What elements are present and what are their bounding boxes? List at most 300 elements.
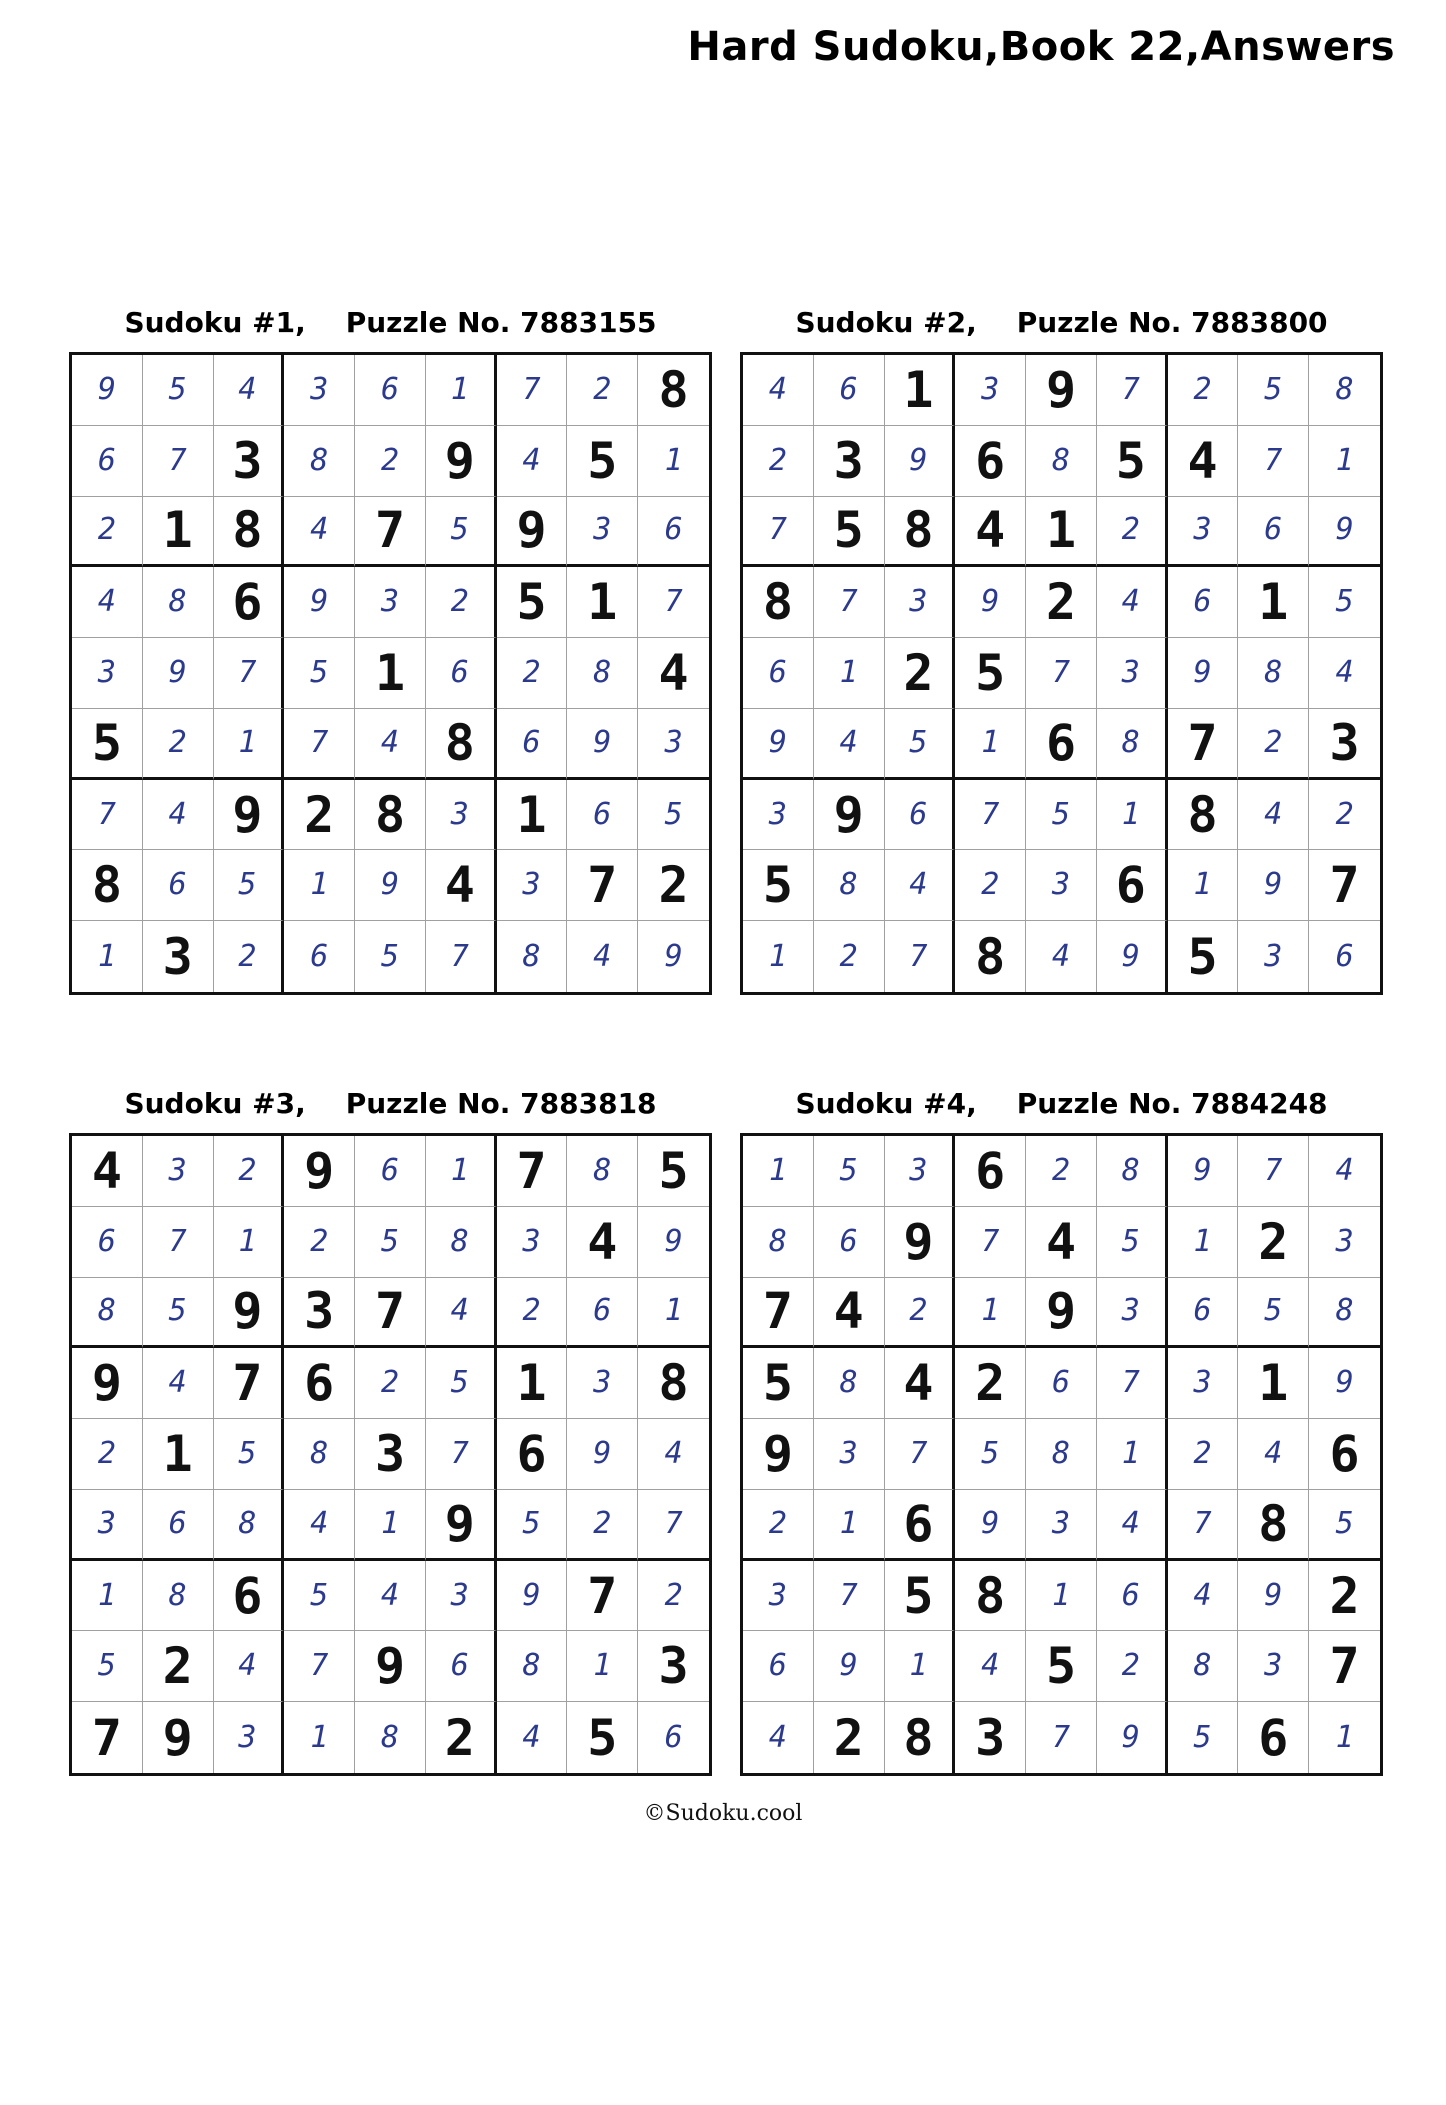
solution-digit-cell: 1 bbox=[814, 638, 885, 709]
solution-digit-cell: 9 bbox=[1097, 921, 1168, 992]
solution-digit-cell: 9 bbox=[72, 355, 143, 426]
solution-digit-cell: 2 bbox=[497, 638, 568, 709]
given-digit-cell: 7 bbox=[214, 1348, 285, 1419]
solution-digit-cell: 1 bbox=[1097, 780, 1168, 851]
given-digit-cell: 2 bbox=[426, 1702, 497, 1773]
solution-digit-cell: 2 bbox=[743, 426, 814, 497]
solution-digit-cell: 7 bbox=[1168, 1490, 1239, 1561]
solution-digit-cell: 5 bbox=[214, 850, 285, 921]
solution-digit-cell: 1 bbox=[214, 709, 285, 780]
solution-digit-cell: 1 bbox=[814, 1490, 885, 1561]
solution-digit-cell: 3 bbox=[743, 780, 814, 851]
solution-digit-cell: 7 bbox=[955, 1207, 1026, 1278]
solution-digit-cell: 5 bbox=[885, 709, 956, 780]
solution-digit-cell: 6 bbox=[814, 1207, 885, 1278]
solution-digit-cell: 5 bbox=[1026, 780, 1097, 851]
given-digit-cell: 9 bbox=[214, 1278, 285, 1349]
solution-digit-cell: 1 bbox=[1309, 426, 1380, 497]
sudoku-puzzle-1 bbox=[69, 302, 712, 986]
solution-digit-cell: 3 bbox=[497, 1207, 568, 1278]
given-digit-cell: 1 bbox=[497, 780, 568, 851]
solution-digit-cell: 8 bbox=[814, 1348, 885, 1419]
solution-digit-cell: 4 bbox=[1309, 1136, 1380, 1207]
solution-digit-cell: 7 bbox=[497, 355, 568, 426]
solution-digit-cell: 6 bbox=[743, 1631, 814, 1702]
solution-digit-cell: 3 bbox=[1026, 1490, 1097, 1561]
solution-digit-cell: 9 bbox=[955, 1490, 1026, 1561]
given-digit-cell: 4 bbox=[955, 497, 1026, 568]
solution-digit-cell: 5 bbox=[426, 497, 497, 568]
solution-digit-cell: 6 bbox=[284, 921, 355, 992]
solution-digit-cell: 8 bbox=[72, 1278, 143, 1349]
given-digit-cell: 4 bbox=[72, 1136, 143, 1207]
sudoku-grid bbox=[69, 352, 712, 995]
solution-digit-cell: 5 bbox=[1309, 567, 1380, 638]
solution-digit-cell: 2 bbox=[1097, 1631, 1168, 1702]
sudoku-grid bbox=[740, 1133, 1383, 1776]
solution-digit-cell: 5 bbox=[214, 1419, 285, 1490]
sudoku-grid bbox=[69, 1133, 712, 1776]
given-digit-cell: 5 bbox=[743, 850, 814, 921]
given-digit-cell: 7 bbox=[743, 1278, 814, 1349]
puzzle-label: Sudoku #3, bbox=[124, 1086, 306, 1120]
solution-digit-cell: 1 bbox=[743, 921, 814, 992]
solution-digit-cell: 4 bbox=[1238, 780, 1309, 851]
sudoku-puzzle-3 bbox=[69, 1083, 712, 1767]
solution-digit-cell: 1 bbox=[955, 1278, 1026, 1349]
solution-digit-cell: 1 bbox=[214, 1207, 285, 1278]
solution-digit-cell: 4 bbox=[743, 355, 814, 426]
given-digit-cell: 8 bbox=[638, 1348, 709, 1419]
solution-digit-cell: 7 bbox=[885, 921, 956, 992]
given-digit-cell: 9 bbox=[1026, 1278, 1097, 1349]
solution-digit-cell: 2 bbox=[72, 1419, 143, 1490]
solution-digit-cell: 7 bbox=[426, 921, 497, 992]
given-digit-cell: 1 bbox=[497, 1348, 568, 1419]
solution-digit-cell: 7 bbox=[426, 1419, 497, 1490]
given-digit-cell: 5 bbox=[497, 567, 568, 638]
puzzle-label: Sudoku #2, bbox=[795, 305, 977, 339]
puzzle-label: Sudoku #1, bbox=[124, 305, 306, 339]
solution-digit-cell: 4 bbox=[1026, 921, 1097, 992]
solution-digit-cell: 8 bbox=[1026, 1419, 1097, 1490]
solution-digit-cell: 7 bbox=[284, 1631, 355, 1702]
given-digit-cell: 3 bbox=[143, 921, 214, 992]
solution-digit-cell: 2 bbox=[743, 1490, 814, 1561]
solution-digit-cell: 7 bbox=[1238, 426, 1309, 497]
solution-digit-cell: 8 bbox=[567, 1136, 638, 1207]
solution-digit-cell: 6 bbox=[638, 497, 709, 568]
solution-digit-cell: 9 bbox=[638, 1207, 709, 1278]
given-digit-cell: 1 bbox=[1238, 1348, 1309, 1419]
solution-digit-cell: 5 bbox=[284, 638, 355, 709]
puzzle-number: Puzzle No. 7883800 bbox=[1016, 305, 1328, 339]
given-digit-cell: 7 bbox=[1309, 850, 1380, 921]
given-digit-cell: 2 bbox=[885, 638, 956, 709]
solution-digit-cell: 3 bbox=[567, 1348, 638, 1419]
given-digit-cell: 9 bbox=[885, 1207, 956, 1278]
solution-digit-cell: 8 bbox=[497, 1631, 568, 1702]
given-digit-cell: 5 bbox=[1026, 1631, 1097, 1702]
solution-digit-cell: 4 bbox=[214, 1631, 285, 1702]
given-digit-cell: 9 bbox=[355, 1631, 426, 1702]
solution-digit-cell: 4 bbox=[1238, 1419, 1309, 1490]
solution-digit-cell: 3 bbox=[72, 1490, 143, 1561]
given-digit-cell: 5 bbox=[955, 638, 1026, 709]
solution-digit-cell: 7 bbox=[284, 709, 355, 780]
given-digit-cell: 2 bbox=[638, 850, 709, 921]
puzzle-header bbox=[740, 302, 1383, 342]
puzzle-header bbox=[69, 1083, 712, 1123]
given-digit-cell: 1 bbox=[1026, 497, 1097, 568]
solution-digit-cell: 3 bbox=[885, 1136, 956, 1207]
solution-digit-cell: 8 bbox=[1097, 709, 1168, 780]
page-title: Hard Sudoku,Book 22,Answers bbox=[687, 24, 1395, 70]
solution-digit-cell: 1 bbox=[1168, 1207, 1239, 1278]
solution-digit-cell: 4 bbox=[1309, 638, 1380, 709]
given-digit-cell: 6 bbox=[955, 1136, 1026, 1207]
solution-digit-cell: 6 bbox=[143, 850, 214, 921]
solution-digit-cell: 6 bbox=[1238, 497, 1309, 568]
solution-digit-cell: 4 bbox=[426, 1278, 497, 1349]
puzzle-header bbox=[740, 1083, 1383, 1123]
solution-digit-cell: 2 bbox=[355, 426, 426, 497]
given-digit-cell: 6 bbox=[497, 1419, 568, 1490]
solution-digit-cell: 8 bbox=[743, 1207, 814, 1278]
given-digit-cell: 6 bbox=[885, 1490, 956, 1561]
solution-digit-cell: 7 bbox=[638, 567, 709, 638]
solution-digit-cell: 3 bbox=[1097, 1278, 1168, 1349]
given-digit-cell: 7 bbox=[1168, 709, 1239, 780]
given-digit-cell: 4 bbox=[1168, 426, 1239, 497]
solution-digit-cell: 6 bbox=[497, 709, 568, 780]
solution-digit-cell: 3 bbox=[1309, 1207, 1380, 1278]
solution-digit-cell: 9 bbox=[1168, 1136, 1239, 1207]
solution-digit-cell: 2 bbox=[1026, 1136, 1097, 1207]
solution-digit-cell: 5 bbox=[1097, 1207, 1168, 1278]
solution-digit-cell: 6 bbox=[567, 1278, 638, 1349]
solution-digit-cell: 2 bbox=[885, 1278, 956, 1349]
solution-digit-cell: 5 bbox=[814, 1136, 885, 1207]
solution-digit-cell: 7 bbox=[1026, 1702, 1097, 1773]
solution-digit-cell: 1 bbox=[355, 1490, 426, 1561]
solution-digit-cell: 4 bbox=[1168, 1561, 1239, 1632]
solution-digit-cell: 9 bbox=[885, 426, 956, 497]
solution-digit-cell: 9 bbox=[284, 567, 355, 638]
solution-digit-cell: 3 bbox=[567, 497, 638, 568]
solution-digit-cell: 7 bbox=[638, 1490, 709, 1561]
solution-digit-cell: 7 bbox=[1097, 355, 1168, 426]
solution-digit-cell: 6 bbox=[885, 780, 956, 851]
solution-digit-cell: 2 bbox=[567, 355, 638, 426]
given-digit-cell: 6 bbox=[214, 567, 285, 638]
given-digit-cell: 2 bbox=[955, 1348, 1026, 1419]
given-digit-cell: 5 bbox=[72, 709, 143, 780]
solution-digit-cell: 6 bbox=[1168, 1278, 1239, 1349]
solution-digit-cell: 3 bbox=[214, 1702, 285, 1773]
solution-digit-cell: 1 bbox=[743, 1136, 814, 1207]
given-digit-cell: 1 bbox=[885, 355, 956, 426]
solution-digit-cell: 2 bbox=[1097, 497, 1168, 568]
given-digit-cell: 5 bbox=[743, 1348, 814, 1419]
solution-digit-cell: 4 bbox=[814, 709, 885, 780]
solution-digit-cell: 1 bbox=[1097, 1419, 1168, 1490]
given-digit-cell: 7 bbox=[355, 1278, 426, 1349]
solution-digit-cell: 3 bbox=[638, 709, 709, 780]
given-digit-cell: 3 bbox=[955, 1702, 1026, 1773]
solution-digit-cell: 3 bbox=[355, 567, 426, 638]
solution-digit-cell: 1 bbox=[1168, 850, 1239, 921]
solution-digit-cell: 2 bbox=[497, 1278, 568, 1349]
given-digit-cell: 3 bbox=[355, 1419, 426, 1490]
solution-digit-cell: 9 bbox=[497, 1561, 568, 1632]
solution-digit-cell: 4 bbox=[284, 1490, 355, 1561]
given-digit-cell: 5 bbox=[638, 1136, 709, 1207]
given-digit-cell: 4 bbox=[1026, 1207, 1097, 1278]
solution-digit-cell: 5 bbox=[1238, 355, 1309, 426]
solution-digit-cell: 2 bbox=[355, 1348, 426, 1419]
solution-digit-cell: 4 bbox=[143, 1348, 214, 1419]
given-digit-cell: 9 bbox=[814, 780, 885, 851]
solution-digit-cell: 8 bbox=[1309, 1278, 1380, 1349]
solution-digit-cell: 3 bbox=[426, 780, 497, 851]
solution-digit-cell: 2 bbox=[955, 850, 1026, 921]
given-digit-cell: 3 bbox=[638, 1631, 709, 1702]
given-digit-cell: 8 bbox=[955, 921, 1026, 992]
solution-digit-cell: 2 bbox=[1238, 709, 1309, 780]
solution-digit-cell: 4 bbox=[567, 921, 638, 992]
given-digit-cell: 8 bbox=[885, 1702, 956, 1773]
given-digit-cell: 7 bbox=[567, 850, 638, 921]
solution-digit-cell: 5 bbox=[143, 1278, 214, 1349]
puzzle-header bbox=[69, 302, 712, 342]
given-digit-cell: 3 bbox=[284, 1278, 355, 1349]
given-digit-cell: 2 bbox=[1026, 567, 1097, 638]
solution-digit-cell: 6 bbox=[143, 1490, 214, 1561]
puzzle-label: Sudoku #4, bbox=[795, 1086, 977, 1120]
solution-digit-cell: 9 bbox=[955, 567, 1026, 638]
solution-digit-cell: 9 bbox=[1238, 850, 1309, 921]
solution-digit-cell: 6 bbox=[1168, 567, 1239, 638]
given-digit-cell: 2 bbox=[143, 1631, 214, 1702]
solution-digit-cell: 3 bbox=[143, 1136, 214, 1207]
solution-digit-cell: 1 bbox=[955, 709, 1026, 780]
solution-digit-cell: 2 bbox=[1168, 1419, 1239, 1490]
solution-digit-cell: 9 bbox=[567, 709, 638, 780]
solution-digit-cell: 8 bbox=[1309, 355, 1380, 426]
given-digit-cell: 8 bbox=[72, 850, 143, 921]
solution-digit-cell: 1 bbox=[426, 1136, 497, 1207]
solution-digit-cell: 8 bbox=[426, 1207, 497, 1278]
solution-digit-cell: 8 bbox=[143, 567, 214, 638]
solution-digit-cell: 4 bbox=[743, 1702, 814, 1773]
given-digit-cell: 9 bbox=[426, 426, 497, 497]
copyright-notice: ©Sudoku.cool bbox=[643, 1801, 803, 1826]
solution-digit-cell: 9 bbox=[814, 1631, 885, 1702]
solution-digit-cell: 8 bbox=[214, 1490, 285, 1561]
solution-digit-cell: 4 bbox=[1097, 1490, 1168, 1561]
solution-digit-cell: 7 bbox=[1026, 638, 1097, 709]
solution-digit-cell: 5 bbox=[426, 1348, 497, 1419]
given-digit-cell: 7 bbox=[72, 1702, 143, 1773]
given-digit-cell: 2 bbox=[1238, 1207, 1309, 1278]
solution-digit-cell: 9 bbox=[355, 850, 426, 921]
solution-digit-cell: 5 bbox=[355, 921, 426, 992]
solution-digit-cell: 2 bbox=[143, 709, 214, 780]
solution-digit-cell: 6 bbox=[814, 355, 885, 426]
given-digit-cell: 3 bbox=[214, 426, 285, 497]
solution-digit-cell: 1 bbox=[1335, 1719, 1354, 1755]
given-digit-cell: 2 bbox=[284, 780, 355, 851]
solution-digit-cell: 7 bbox=[814, 1561, 885, 1632]
solution-digit-cell: 9 bbox=[143, 638, 214, 709]
solution-digit-cell: 9 bbox=[1309, 1348, 1380, 1419]
solution-digit-cell: 9 bbox=[567, 1419, 638, 1490]
given-digit-cell: 6 bbox=[214, 1561, 285, 1632]
solution-digit-cell: 4 bbox=[885, 850, 956, 921]
solution-digit-cell: 4 bbox=[497, 426, 568, 497]
solution-digit-cell: 5 bbox=[1168, 1702, 1239, 1773]
solution-digit-cell: 8 bbox=[284, 1419, 355, 1490]
solution-digit-cell: 6 bbox=[1097, 1561, 1168, 1632]
given-digit-cell: 9 bbox=[143, 1702, 214, 1773]
given-digit-cell: 9 bbox=[743, 1419, 814, 1490]
solution-digit-cell: 2 bbox=[284, 1207, 355, 1278]
solution-digit-cell: 3 bbox=[1238, 921, 1309, 992]
solution-digit-cell: 5 bbox=[1309, 1490, 1380, 1561]
solution-digit-cell: 1 bbox=[1026, 1561, 1097, 1632]
solution-digit-cell: 4 bbox=[355, 1561, 426, 1632]
solution-digit-cell: 3 bbox=[814, 1419, 885, 1490]
given-digit-cell: 8 bbox=[885, 497, 956, 568]
solution-digit-cell: 1 bbox=[284, 850, 355, 921]
given-digit-cell: 5 bbox=[885, 1561, 956, 1632]
solution-digit-cell: 3 bbox=[955, 355, 1026, 426]
solution-digit-cell: 7 bbox=[743, 497, 814, 568]
solution-digit-cell: 7 bbox=[885, 1419, 956, 1490]
solution-digit-cell: 4 bbox=[214, 355, 285, 426]
given-digit-cell: 6 bbox=[1309, 1419, 1380, 1490]
given-digit-cell: 4 bbox=[814, 1278, 885, 1349]
solution-digit-cell: 7 bbox=[814, 567, 885, 638]
solution-digit-cell: 6 bbox=[426, 638, 497, 709]
solution-digit-cell: 3 bbox=[497, 850, 568, 921]
solution-digit-cell: 2 bbox=[814, 921, 885, 992]
given-digit-cell: 8 bbox=[214, 497, 285, 568]
solution-digit-cell: 4 bbox=[355, 709, 426, 780]
given-digit-cell: 8 bbox=[638, 355, 709, 426]
given-digit-cell: 2 bbox=[1309, 1561, 1380, 1632]
given-digit-cell: 9 bbox=[284, 1136, 355, 1207]
solution-digit-cell: 2 bbox=[426, 567, 497, 638]
given-digit-cell: 9 bbox=[72, 1348, 143, 1419]
solution-digit-cell: 7 bbox=[214, 638, 285, 709]
solution-digit-cell: 8 bbox=[814, 850, 885, 921]
solution-digit-cell: 6 bbox=[72, 1207, 143, 1278]
solution-digit-cell: 5 bbox=[143, 355, 214, 426]
given-digit-cell: 6 bbox=[955, 426, 1026, 497]
puzzle-number: Puzzle No. 7884248 bbox=[1016, 1086, 1328, 1120]
solution-digit-cell: 6 bbox=[664, 1719, 683, 1755]
given-digit-cell: 3 bbox=[814, 426, 885, 497]
solution-digit-cell: 8 bbox=[1238, 638, 1309, 709]
solution-digit-cell: 7 bbox=[1238, 1136, 1309, 1207]
solution-digit-cell: 3 bbox=[1168, 497, 1239, 568]
given-digit-cell: 1 bbox=[143, 497, 214, 568]
solution-digit-cell: 3 bbox=[1026, 850, 1097, 921]
solution-digit-cell: 3 bbox=[743, 1561, 814, 1632]
given-digit-cell: 5 bbox=[1097, 426, 1168, 497]
solution-digit-cell: 2 bbox=[72, 497, 143, 568]
puzzle-number: Puzzle No. 7883818 bbox=[345, 1086, 657, 1120]
solution-digit-cell: 3 bbox=[1168, 1348, 1239, 1419]
given-digit-cell: 9 bbox=[497, 497, 568, 568]
given-digit-cell: 5 bbox=[1168, 921, 1239, 992]
given-digit-cell: 8 bbox=[1238, 1490, 1309, 1561]
solution-digit-cell: 8 bbox=[1168, 1631, 1239, 1702]
given-digit-cell: 7 bbox=[355, 497, 426, 568]
solution-digit-cell: 9 bbox=[743, 709, 814, 780]
given-digit-cell: 6 bbox=[1238, 1702, 1309, 1773]
solution-digit-cell: 9 bbox=[1097, 1702, 1168, 1773]
given-digit-cell: 7 bbox=[1309, 1631, 1380, 1702]
solution-digit-cell: 6 bbox=[72, 426, 143, 497]
given-digit-cell: 9 bbox=[426, 1490, 497, 1561]
solution-digit-cell: 5 bbox=[72, 1631, 143, 1702]
solution-digit-cell: 3 bbox=[284, 355, 355, 426]
solution-digit-cell: 7 bbox=[955, 780, 1026, 851]
given-digit-cell: 3 bbox=[1309, 709, 1380, 780]
given-digit-cell: 5 bbox=[814, 497, 885, 568]
solution-digit-cell: 4 bbox=[638, 1419, 709, 1490]
given-digit-cell: 1 bbox=[567, 567, 638, 638]
solution-digit-cell: 2 bbox=[214, 921, 285, 992]
given-digit-cell: 1 bbox=[1238, 567, 1309, 638]
given-digit-cell: 5 bbox=[567, 1702, 638, 1773]
solution-digit-cell: 6 bbox=[426, 1631, 497, 1702]
given-digit-cell: 4 bbox=[885, 1348, 956, 1419]
solution-digit-cell: 1 bbox=[426, 355, 497, 426]
solution-digit-cell: 5 bbox=[284, 1561, 355, 1632]
given-digit-cell: 4 bbox=[638, 638, 709, 709]
given-digit-cell: 6 bbox=[1026, 709, 1097, 780]
solution-digit-cell: 1 bbox=[72, 921, 143, 992]
solution-digit-cell: 6 bbox=[355, 1136, 426, 1207]
solution-digit-cell: 3 bbox=[72, 638, 143, 709]
given-digit-cell: 1 bbox=[355, 638, 426, 709]
given-digit-cell: 8 bbox=[355, 780, 426, 851]
given-digit-cell: 6 bbox=[1097, 850, 1168, 921]
given-digit-cell: 4 bbox=[426, 850, 497, 921]
solution-digit-cell: 9 bbox=[1309, 497, 1380, 568]
solution-digit-cell: 3 bbox=[1238, 1631, 1309, 1702]
solution-digit-cell: 8 bbox=[284, 426, 355, 497]
solution-digit-cell: 7 bbox=[1097, 1348, 1168, 1419]
solution-digit-cell: 8 bbox=[1097, 1136, 1168, 1207]
solution-digit-cell: 7 bbox=[143, 1207, 214, 1278]
solution-digit-cell: 2 bbox=[638, 1561, 709, 1632]
given-digit-cell: 7 bbox=[567, 1561, 638, 1632]
given-digit-cell: 1 bbox=[143, 1419, 214, 1490]
solution-digit-cell: 5 bbox=[355, 1207, 426, 1278]
solution-digit-cell: 1 bbox=[72, 1561, 143, 1632]
solution-digit-cell: 9 bbox=[1238, 1561, 1309, 1632]
given-digit-cell: 9 bbox=[214, 780, 285, 851]
solution-digit-cell: 5 bbox=[638, 780, 709, 851]
solution-digit-cell: 4 bbox=[72, 567, 143, 638]
given-digit-cell: 9 bbox=[1026, 355, 1097, 426]
given-digit-cell: 8 bbox=[1168, 780, 1239, 851]
